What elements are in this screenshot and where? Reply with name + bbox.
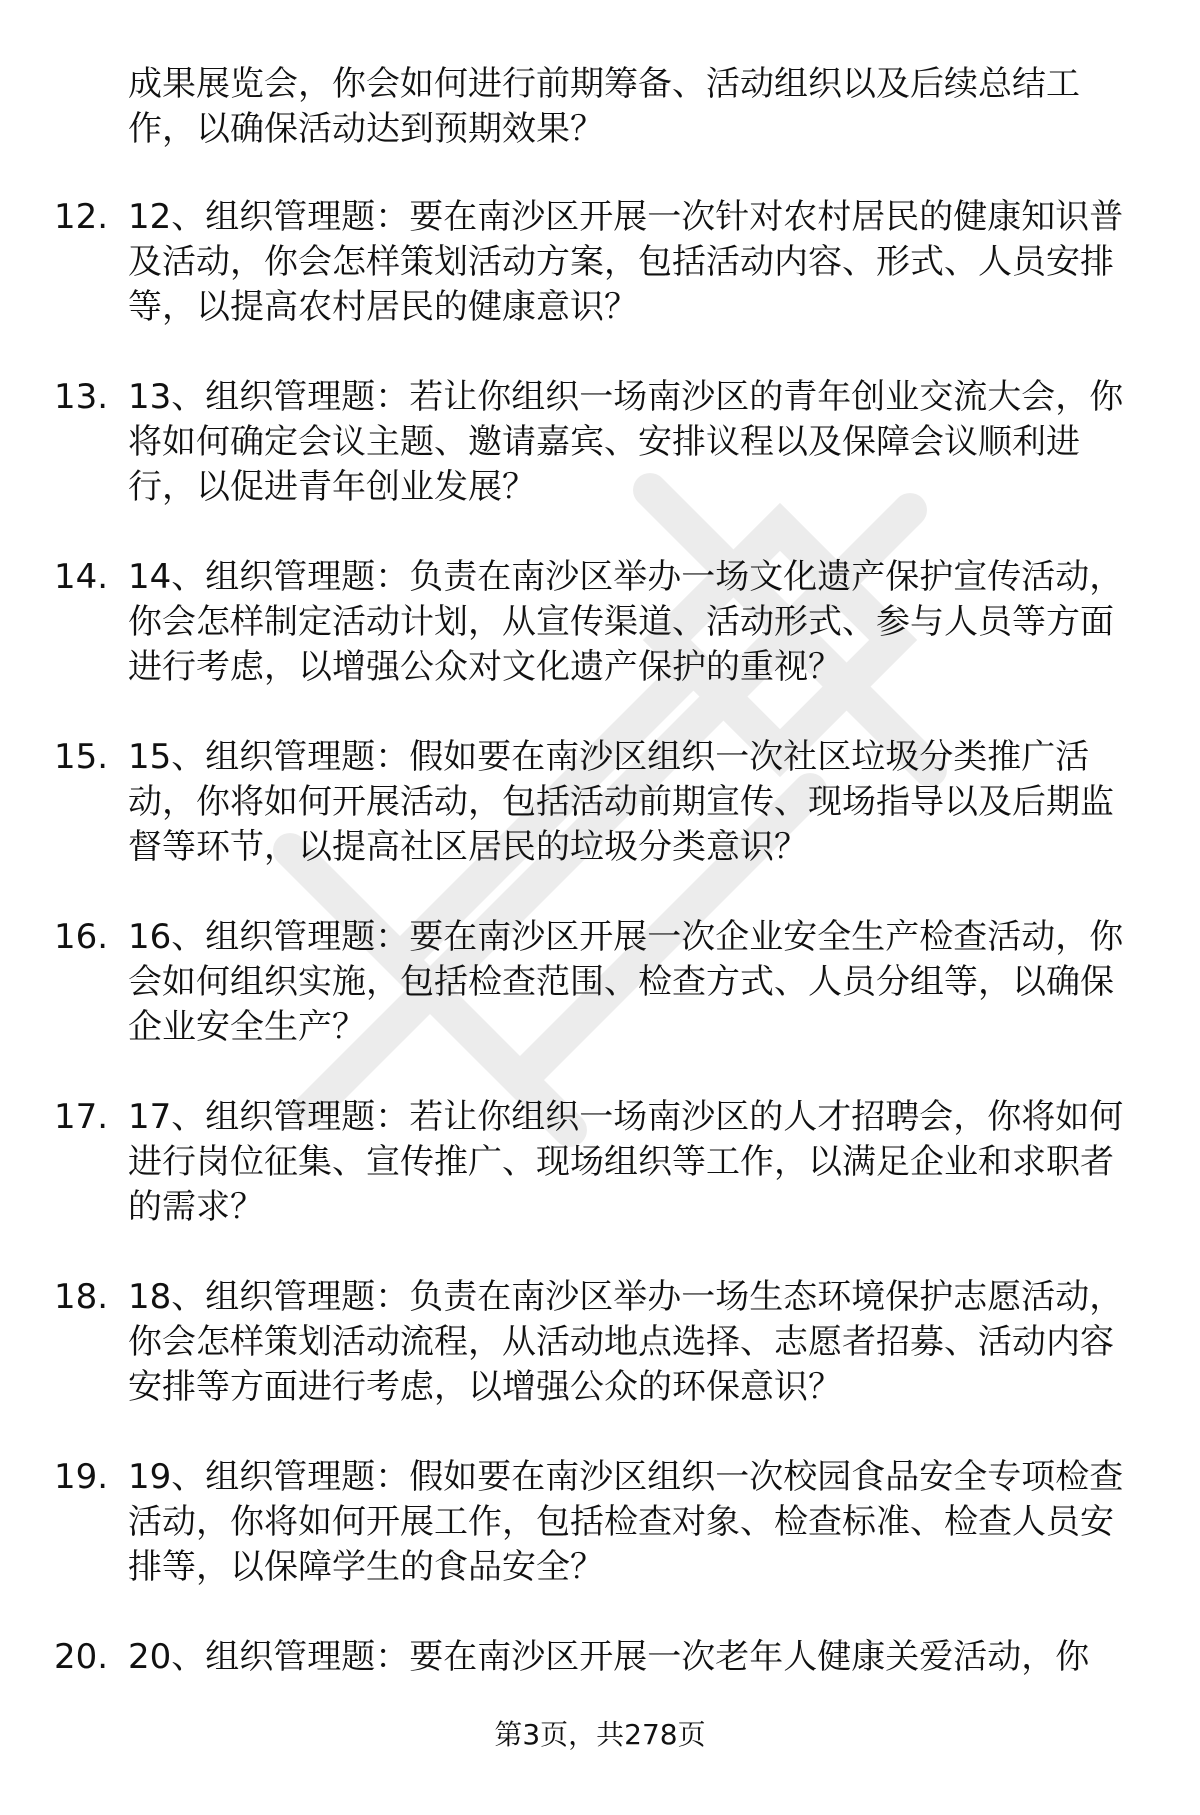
question-text: 12、组织管理题：要在南沙区开展一次针对农村居民的健康知识普及活动，你会怎样策划活动方案，包括活动内容、形式、人员安排等，以提高农村居民的健康意识？ xyxy=(128,197,1124,327)
list-item xyxy=(0,555,1200,735)
question-number: 13. xyxy=(54,377,109,417)
list-item xyxy=(0,735,1200,915)
list-item xyxy=(0,915,1200,1095)
question-number: 17. xyxy=(54,1097,109,1137)
list-item xyxy=(0,1095,1200,1275)
question-list xyxy=(0,195,1200,1815)
list-item xyxy=(0,375,1200,555)
list-item xyxy=(0,1275,1200,1455)
question-text: 16、组织管理题：要在南沙区开展一次企业安全生产检查活动，你会如何组织实施，包括检查范围、检查方式、人员分组等，以确保企业安全生产？ xyxy=(128,917,1124,1047)
question-text: 19、组织管理题：假如要在南沙区组织一次校园食品安全专项检查活动，你将如何开展工作，包括检查对象、检查标准、检查人员安排等，以保障学生的食品安全？ xyxy=(128,1457,1124,1587)
continuation-paragraph: 成果展览会，你会如何进行前期筹备、活动组织以及后续总结工作，以确保活动达到预期效果？ xyxy=(128,64,1080,149)
question-text: 18、组织管理题：负责在南沙区举办一场生态环境保护志愿活动，你会怎样策划活动流程，从活动地点选择、志愿者招募、活动内容安排等方面进行考虑，以增强公众的环保意识？ xyxy=(128,1277,1124,1407)
question-number: 12. xyxy=(54,197,109,237)
question-text: 15、组织管理题：假如要在南沙区组织一次社区垃圾分类推广活动，你将如何开展活动，包括活动前期宣传、现场指导以及后期监督等环节，以提高社区居民的垃圾分类意识？ xyxy=(128,737,1114,867)
question-text: 17、组织管理题：若让你组织一场南沙区的人才招聘会，你将如何进行岗位征集、宣传推广、现场组织等工作，以满足企业和求职者的需求？ xyxy=(128,1097,1124,1227)
question-number: 19. xyxy=(54,1457,109,1497)
list-item xyxy=(0,195,1200,375)
question-text: 13、组织管理题：若让你组织一场南沙区的青年创业交流大会，你将如何确定会议主题、邀请嘉宾、安排议程以及保障会议顺利进行，以促进青年创业发展？ xyxy=(128,377,1124,507)
question-number: 20. xyxy=(54,1637,109,1677)
question-number: 18. xyxy=(54,1277,109,1317)
question-number: 14. xyxy=(54,557,109,597)
list-item xyxy=(0,1455,1200,1635)
question-number: 15. xyxy=(54,737,109,777)
question-text: 20、组织管理题：要在南沙区开展一次老年人健康关爱活动，你 xyxy=(128,1637,1090,1677)
question-number: 16. xyxy=(54,917,109,957)
question-text: 14、组织管理题：负责在南沙区举办一场文化遗产保护宣传活动，你会怎样制定活动计划，从宣传渠道、活动形式、参与人员等方面进行考虑，以增强公众对文化遗产保护的重视？ xyxy=(128,557,1124,687)
page-footer: 第3页，共278页 xyxy=(494,1718,706,1751)
